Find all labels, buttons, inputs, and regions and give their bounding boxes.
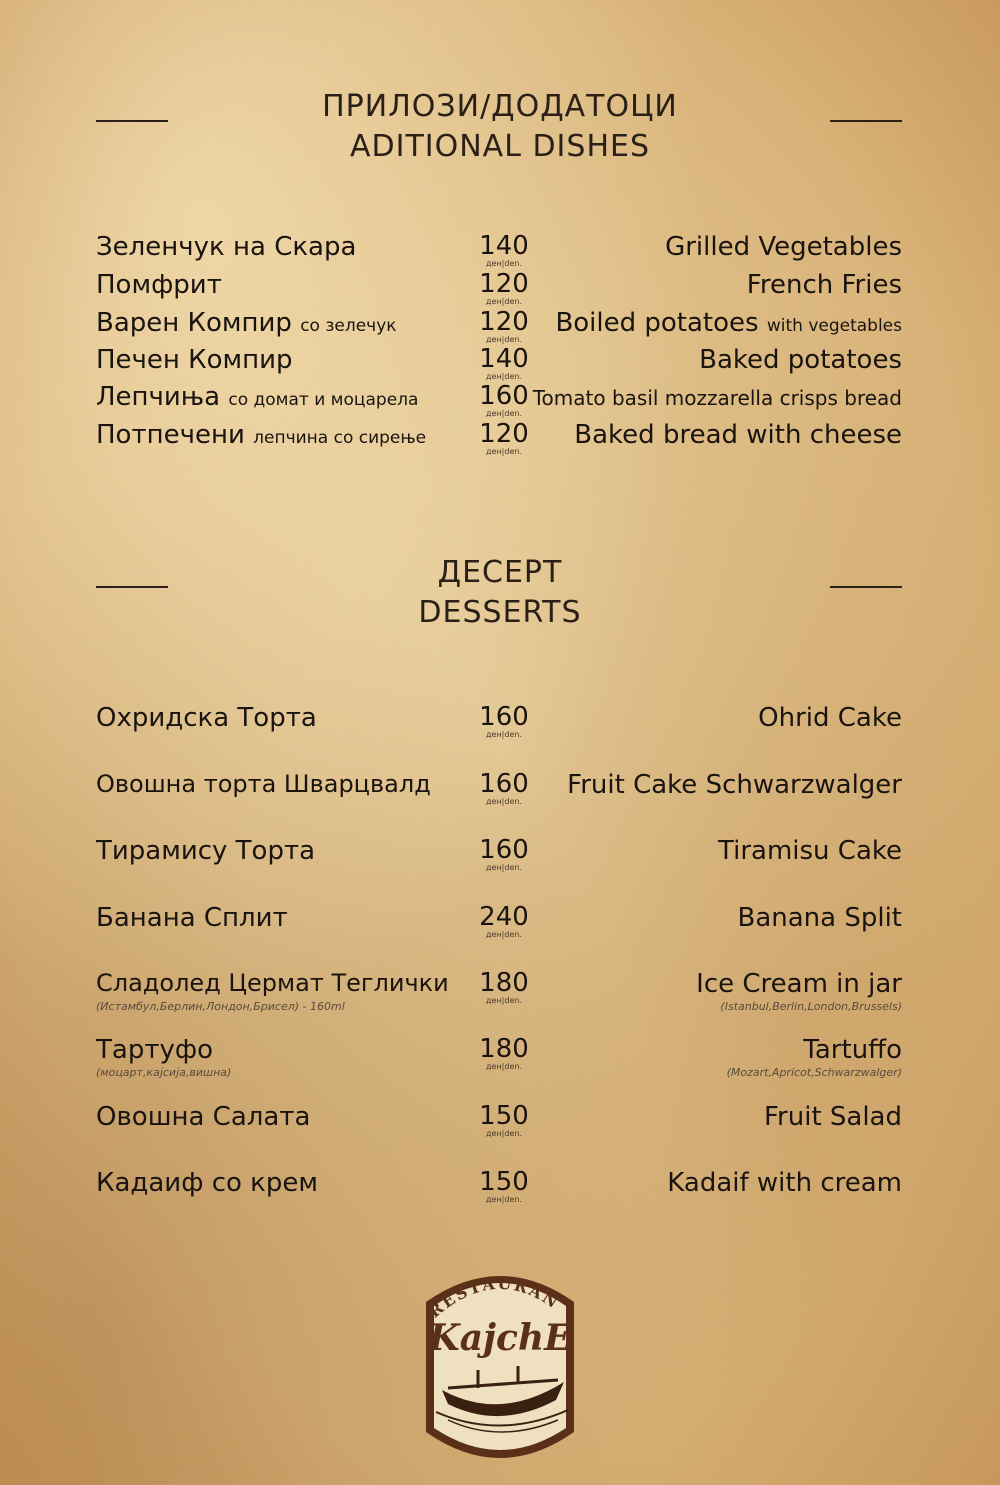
dish-name-en-main: Baked potatoes	[699, 345, 902, 375]
menu-row	[96, 420, 902, 460]
dessert-name-mk: Кадаиф со крем	[96, 1168, 318, 1198]
dish-name-en	[665, 232, 902, 262]
price-value: 160	[479, 769, 529, 799]
price-currency: ден|den.	[486, 409, 522, 418]
dessert-note-mk: (моцарт,кајсија,вишна)	[96, 1066, 232, 1079]
price-value: 240	[479, 902, 529, 932]
menu-row	[96, 382, 902, 422]
price-value: 180	[479, 968, 529, 998]
price-currency: ден|den.	[486, 863, 522, 872]
menu-row	[96, 1034, 902, 1079]
menu-row	[96, 968, 902, 1013]
dessert-name-mk: Тирамису Торта	[96, 836, 316, 866]
dessert-note-mk: (Истамбул,Берлин,Лондон,Брисел) - 160ml	[96, 1000, 345, 1013]
dessert-name-mk: Овошна торта Шварцвалд	[96, 770, 431, 798]
price-currency: ден|den.	[486, 1195, 522, 1204]
restaurant-logo	[418, 1262, 582, 1472]
price-value: 140	[479, 344, 529, 374]
dessert-name-en: Ice Cream in jar	[696, 969, 902, 999]
menu-row	[96, 1168, 902, 1208]
menu-row	[96, 770, 902, 810]
menu-row	[96, 270, 902, 310]
dish-name-mk-main: Потпечени	[96, 420, 245, 450]
price-currency: ден|den.	[486, 297, 522, 306]
dish-price	[464, 270, 544, 306]
dish-name-en-detail: with vegetables	[766, 316, 902, 336]
dish-name-mk	[96, 270, 222, 300]
dish-name-en	[533, 382, 902, 412]
dish-price	[464, 345, 544, 381]
menu-row	[96, 703, 902, 743]
dessert-note-en: (Mozart,Apricot,Schwarzwalger)	[726, 1066, 902, 1079]
dish-name-mk	[96, 420, 426, 450]
price-currency: ден|den.	[486, 1062, 522, 1071]
menu-row	[96, 1102, 902, 1142]
dessert-name-en: Fruit Salad	[763, 1102, 902, 1132]
dish-name-mk	[96, 232, 356, 262]
section-title-en: DESSERTS	[418, 595, 582, 630]
dish-name-mk-main: Лепчиња	[96, 382, 221, 412]
price-currency: ден|den.	[486, 1129, 522, 1138]
dish-name-mk-main: Зеленчук на Скара	[96, 232, 357, 262]
price-currency: ден|den.	[486, 335, 522, 344]
price-value: 120	[479, 307, 529, 337]
dessert-price	[464, 770, 544, 806]
dessert-price	[464, 969, 544, 1005]
price-value: 150	[479, 1101, 529, 1131]
menu-row	[96, 345, 902, 385]
dish-name-en-main: Grilled Vegetables	[665, 232, 902, 262]
dessert-name-mk: Овошна Салата	[96, 1102, 311, 1132]
dessert-name-en: Tartuffo	[803, 1035, 902, 1065]
dessert-price	[464, 836, 544, 872]
dish-price	[464, 420, 544, 456]
dessert-note-en: (Istanbul,Berlin,London,Brussels)	[720, 1000, 902, 1013]
price-value: 120	[479, 419, 529, 449]
price-currency: ден|den.	[486, 730, 522, 739]
dessert-name-mk: Тартуфо	[96, 1035, 213, 1065]
dish-name-mk-detail: со зелечук	[300, 316, 397, 336]
dish-name-mk-main: Варен Компир	[96, 308, 292, 338]
desserts-heading	[0, 553, 1000, 633]
dessert-price	[464, 903, 544, 939]
dessert-name-mk: Охридска Торта	[96, 703, 317, 733]
section-title-en: ADITIONAL DISHES	[349, 129, 651, 164]
price-currency: ден|den.	[486, 447, 522, 456]
price-value: 150	[479, 1167, 529, 1197]
price-value: 140	[479, 231, 529, 261]
logo-top-text: RESTAURAN	[425, 1273, 563, 1322]
dessert-price	[464, 1035, 544, 1071]
dish-name-en	[699, 345, 902, 375]
dessert-price	[464, 1168, 544, 1204]
dish-name-mk-main: Печен Компир	[96, 345, 293, 375]
dessert-name-en: Fruit Cake Schwarzwalger	[567, 770, 902, 800]
dish-name-mk-main: Помфрит	[96, 270, 222, 300]
price-value: 160	[479, 702, 529, 732]
menu-row	[96, 232, 902, 272]
dessert-name-en: Tiramisu Cake	[718, 836, 902, 866]
additional-dishes-heading	[0, 87, 1000, 167]
price-currency: ден|den.	[486, 996, 522, 1005]
dish-name-mk-detail: лепчина со сирење	[253, 428, 427, 448]
dish-name-en-detail: Tomato basil mozzarella crisps bread	[532, 386, 902, 410]
dish-name-en	[555, 308, 902, 338]
dish-name-en	[574, 420, 902, 450]
price-value: 160	[479, 381, 529, 411]
dessert-name-en: Banana Split	[737, 903, 902, 933]
price-value: 120	[479, 269, 529, 299]
section-title-mk: ПРИЛОЗИ/ДОДАТОЦИ	[322, 89, 678, 124]
price-currency: ден|den.	[486, 372, 522, 381]
logo-name: KajchE	[428, 1317, 572, 1359]
price-value: 180	[479, 1034, 529, 1064]
dish-name-mk	[96, 308, 397, 338]
menu-row	[96, 836, 902, 876]
dessert-name-en: Kadaif with cream	[667, 1168, 902, 1198]
dessert-name-mk: Банана Сплит	[96, 903, 288, 933]
dish-name-en-main: French Fries	[746, 270, 902, 300]
logo-emblem	[418, 1262, 582, 1472]
dish-price	[464, 232, 544, 268]
price-currency: ден|den.	[486, 259, 522, 268]
dish-name-en-main: Baked bread with cheese	[574, 420, 902, 450]
price-currency: ден|den.	[486, 797, 522, 806]
dish-name-en	[747, 270, 902, 300]
dessert-price	[464, 703, 544, 739]
price-value: 160	[479, 835, 529, 865]
dish-name-mk-detail: со домат и моцарела	[228, 390, 419, 410]
menu-row	[96, 903, 902, 943]
dish-name-en-main: Boiled potatoes	[555, 308, 759, 338]
dessert-name-en: Ohrid Cake	[758, 703, 902, 733]
dessert-name-mk: Сладолед Цермат Теглички	[96, 969, 449, 997]
menu-row	[96, 308, 902, 348]
dish-price	[464, 308, 544, 344]
section-title-mk: ДЕСЕРТ	[437, 555, 563, 590]
dessert-price	[464, 1102, 544, 1138]
price-currency: ден|den.	[486, 930, 522, 939]
dish-name-mk	[96, 345, 293, 375]
dish-name-mk	[96, 382, 418, 412]
